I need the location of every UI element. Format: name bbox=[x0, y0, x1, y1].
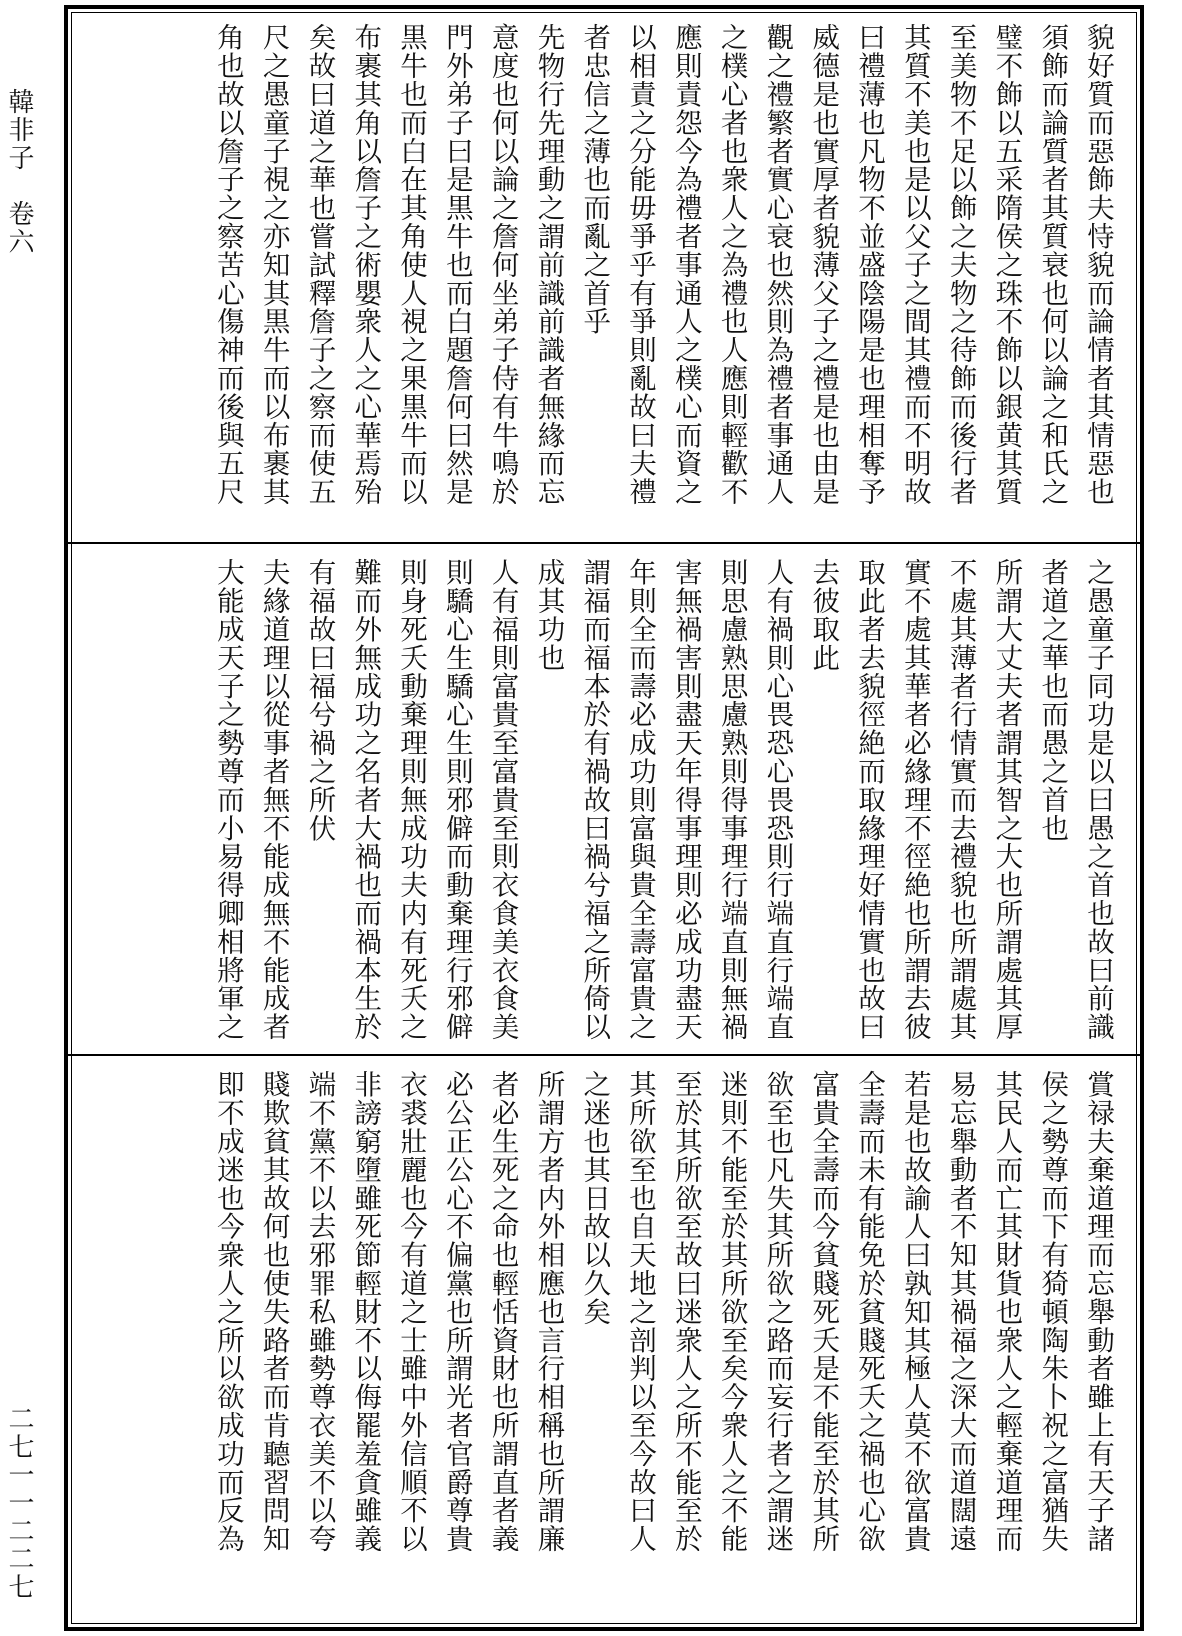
text-column: 意度也何以論之詹何坐弟子侍有牛鳴於 bbox=[486, 23, 519, 506]
text-column: 須飾而論質者其質衰也何以論之和氏之 bbox=[1036, 23, 1069, 506]
text-column: 害無禍害則盡天年得事理則必成功盡天 bbox=[669, 558, 702, 1041]
text-column: 其民人而亡其財貨也衆人之輕棄道理而 bbox=[990, 1070, 1023, 1553]
text-column: 璧不飾以五采隋侯之珠不飾以銀黄其質 bbox=[990, 23, 1023, 506]
text-column: 應則責怨今為禮者事通人之樸心而資之 bbox=[669, 23, 702, 506]
text-column: 非謗窮墮雖死節輕財不以侮罷羞貪雖義 bbox=[349, 1070, 382, 1553]
text-column: 易忘舉動者不知其禍福之深大而道闊遠 bbox=[944, 1070, 977, 1553]
text-column: 者道之華也而愚之首也 bbox=[1036, 558, 1069, 842]
column-container bbox=[204, 1070, 1120, 1617]
text-column: 之樸心者也衆人之為禮也人應則輕歡不 bbox=[715, 23, 748, 506]
text-section-top bbox=[68, 9, 1140, 544]
text-column: 必公正公心不偏黨也所謂光者官爵尊貴 bbox=[440, 1070, 473, 1553]
text-column: 人有福則富貴至富貴至則衣食美衣食美 bbox=[486, 558, 519, 1041]
text-column: 所謂方者内外相應也言行相稱也所謂廉 bbox=[532, 1070, 565, 1553]
text-column: 先物行先理動之謂前識前識者無緣而忘 bbox=[532, 23, 565, 506]
margin-page-number: 二七一一二二七 bbox=[4, 1405, 34, 1601]
text-column: 侯之勢尊而下有猗頓陶朱卜祝之富猶失 bbox=[1036, 1070, 1069, 1553]
column-container bbox=[204, 23, 1120, 532]
text-column: 角也故以詹子之察苦心傷神而後與五尺 bbox=[211, 23, 244, 506]
text-column: 矣故曰道之華也嘗試釋詹子之察而使五 bbox=[303, 23, 336, 506]
text-column: 者必生死之命也輕恬資財也所謂直者義 bbox=[486, 1070, 519, 1553]
text-column: 門外弟子曰是黒牛也而白題詹何曰然是 bbox=[440, 23, 473, 506]
text-column: 所謂大丈夫者謂其智之大也所謂處其厚 bbox=[990, 558, 1023, 1041]
text-column: 成其功也 bbox=[532, 558, 565, 672]
text-column: 之愚童子同功是以曰愚之首也故曰前識 bbox=[1082, 558, 1114, 1041]
text-column: 夫緣道理以從事者無不能成無不能成者 bbox=[257, 558, 290, 1041]
text-column: 以相責之分能毋爭乎有爭則亂故曰夫禮 bbox=[624, 23, 657, 506]
text-column: 去彼取此 bbox=[807, 558, 840, 672]
text-column: 謂福而福本於有禍故曰禍兮福之所倚以 bbox=[578, 558, 611, 1041]
text-column: 年則全而壽必成功則富與貴全壽富貴之 bbox=[624, 558, 657, 1041]
text-column: 其質不美也是以父子之間其禮而不明故 bbox=[898, 23, 931, 506]
text-column: 大能成天子之勢尊而小易得卿相將軍之 bbox=[211, 558, 244, 1041]
text-column: 黒牛也而白在其角使人視之果黒牛而以 bbox=[395, 23, 428, 506]
text-column: 其所欲至也自天地之剖判以至今故曰人 bbox=[624, 1070, 657, 1553]
text-column: 全壽而未有能免於貧賤死夭之禍也心欲 bbox=[853, 1070, 886, 1553]
text-column: 實不處其華者必緣理不徑絶也所謂去彼 bbox=[898, 558, 931, 1041]
text-column: 則思慮熟思慮熟則得事理行端直則無禍 bbox=[715, 558, 748, 1041]
text-column: 貌好質而惡飾夫恃貌而論情者其情惡也 bbox=[1082, 23, 1114, 506]
text-column: 取此者去貌徑絶而取緣理好情實也故曰 bbox=[853, 558, 886, 1041]
text-column: 之迷也其日故以久矣 bbox=[578, 1070, 611, 1326]
text-column: 則身死夭動棄理則無成功夫内有死夭之 bbox=[395, 558, 428, 1041]
text-column: 衣裘壯麗也今有道之士雖中外信順不以 bbox=[395, 1070, 428, 1553]
margin-book-title: 韓非子 卷六 bbox=[4, 88, 34, 256]
page-frame bbox=[64, 5, 1144, 1631]
text-column: 尺之愚童子視之亦知其黒牛而以布裹其 bbox=[257, 23, 290, 506]
text-column: 難而外無成功之名者大禍也而禍本生於 bbox=[349, 558, 382, 1041]
text-column: 不處其薄者行情實而去禮貌也所謂處其 bbox=[944, 558, 977, 1041]
text-section-middle bbox=[68, 544, 1140, 1056]
text-column: 觀之禮繁者實心衰也然則為禮者事通人 bbox=[761, 23, 794, 506]
text-column: 賞禄夫棄道理而忘舉動者雖上有天子諸 bbox=[1082, 1070, 1114, 1553]
text-column: 富貴全壽而今貧賤死夭是不能至於其所 bbox=[807, 1070, 840, 1553]
text-column: 有福故曰福兮禍之所伏 bbox=[303, 558, 336, 842]
text-column: 威德是也實厚者貌薄父子之禮是也由是 bbox=[807, 23, 840, 506]
text-column: 人有禍則心畏恐心畏恐則行端直行端直 bbox=[761, 558, 794, 1041]
text-column: 曰禮薄也凡物不並盛陰陽是也理相奪予 bbox=[853, 23, 886, 506]
text-column: 則驕心生驕心生則邪僻而動棄理行邪僻 bbox=[440, 558, 473, 1041]
text-column: 若是也故諭人曰孰知其極人莫不欲富貴 bbox=[898, 1070, 931, 1553]
text-column: 至於其所欲至故曰迷衆人之所不能至於 bbox=[669, 1070, 702, 1553]
text-column: 即不成迷也今衆人之所以欲成功而反為 bbox=[211, 1070, 244, 1553]
text-column: 者忠信之薄也而亂之首乎 bbox=[578, 23, 611, 336]
text-column: 欲至也凡失其所欲之路而妄行者之謂迷 bbox=[761, 1070, 794, 1553]
text-column: 至美物不足以飾之夫物之待飾而後行者 bbox=[944, 23, 977, 506]
column-container bbox=[204, 558, 1120, 1044]
text-column: 布裹其角以詹子之術嬰衆人之心華焉殆 bbox=[349, 23, 382, 506]
text-column: 端不黨不以去邪罪私雖勢尊衣美不以夸 bbox=[303, 1070, 336, 1553]
text-section-bottom bbox=[68, 1056, 1140, 1627]
text-column: 賤欺貧其故何也使失路者而肯聽習問知 bbox=[257, 1070, 290, 1553]
text-column: 迷則不能至於其所欲至矣今衆人之不能 bbox=[715, 1070, 748, 1553]
